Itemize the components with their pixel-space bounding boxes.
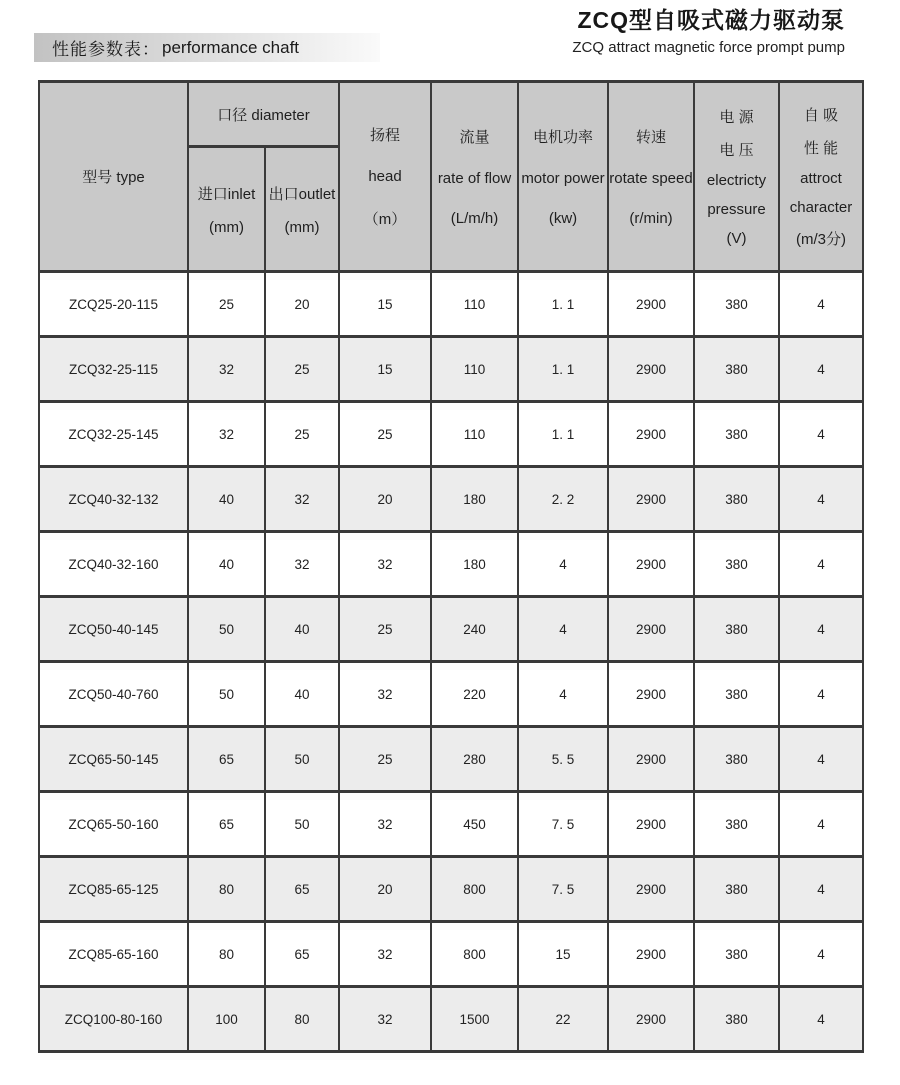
value-cell: 65 (265, 922, 339, 987)
value-cell: 4 (779, 597, 863, 662)
value-cell: 4 (779, 467, 863, 532)
value-cell: 380 (694, 857, 779, 922)
value-cell: 20 (339, 857, 431, 922)
value-cell: 380 (694, 662, 779, 727)
model-cell: ZCQ25-20-115 (39, 272, 188, 337)
value-cell: 2900 (608, 402, 694, 467)
value-cell: 15 (339, 272, 431, 337)
model-cell: ZCQ32-25-115 (39, 337, 188, 402)
header-outlet: 出口outlet (mm) (265, 147, 339, 272)
value-cell: 450 (431, 792, 518, 857)
section-banner (34, 33, 380, 62)
value-cell: 4 (518, 532, 608, 597)
table-row (39, 597, 863, 662)
value-cell: 25 (339, 402, 431, 467)
value-cell: 15 (339, 337, 431, 402)
table-row (39, 792, 863, 857)
value-cell: 4 (779, 402, 863, 467)
table-row (39, 727, 863, 792)
value-cell: 32 (339, 987, 431, 1052)
performance-parameter-table (38, 80, 864, 1053)
value-cell: 2. 2 (518, 467, 608, 532)
value-cell: 32 (339, 662, 431, 727)
table-row (39, 467, 863, 532)
table-header (39, 82, 863, 272)
table-row (39, 337, 863, 402)
header-self-priming: 自 吸 性 能 attroct character (m/3分) (779, 82, 863, 272)
model-cell: ZCQ100-80-160 (39, 987, 188, 1052)
header-rotate-speed: 转速 rotate speed (r/min) (608, 82, 694, 272)
model-cell: ZCQ32-25-145 (39, 402, 188, 467)
page-title-chinese: ZCQ型自吸式磁力驱动泵 (577, 7, 845, 33)
value-cell: 32 (339, 922, 431, 987)
value-cell: 110 (431, 402, 518, 467)
value-cell: 20 (265, 272, 339, 337)
value-cell: 50 (188, 662, 265, 727)
value-cell: 110 (431, 337, 518, 402)
value-cell: 4 (779, 987, 863, 1052)
value-cell: 2900 (608, 922, 694, 987)
section-label-chinese: 性能参数表： (52, 40, 160, 59)
value-cell: 25 (188, 272, 265, 337)
value-cell: 220 (431, 662, 518, 727)
value-cell: 800 (431, 857, 518, 922)
value-cell: 2900 (608, 337, 694, 402)
value-cell: 4 (518, 662, 608, 727)
value-cell: 32 (188, 402, 265, 467)
value-cell: 4 (779, 662, 863, 727)
value-cell: 800 (431, 922, 518, 987)
value-cell: 2900 (608, 467, 694, 532)
value-cell: 32 (265, 532, 339, 597)
value-cell: 32 (339, 532, 431, 597)
value-cell: 7. 5 (518, 792, 608, 857)
value-cell: 32 (265, 467, 339, 532)
header-type: 型号 type (39, 82, 188, 272)
value-cell: 65 (188, 727, 265, 792)
model-cell: ZCQ65-50-160 (39, 792, 188, 857)
value-cell: 380 (694, 987, 779, 1052)
value-cell: 65 (265, 857, 339, 922)
table-row (39, 857, 863, 922)
value-cell: 25 (265, 337, 339, 402)
value-cell: 380 (694, 532, 779, 597)
value-cell: 25 (339, 727, 431, 792)
value-cell: 380 (694, 792, 779, 857)
value-cell: 380 (694, 727, 779, 792)
value-cell: 2900 (608, 597, 694, 662)
value-cell: 4 (779, 792, 863, 857)
value-cell: 2900 (608, 727, 694, 792)
value-cell: 40 (265, 597, 339, 662)
table-body (39, 272, 863, 1052)
header-inlet: 进口inlet (mm) (188, 147, 265, 272)
value-cell: 32 (188, 337, 265, 402)
value-cell: 4 (779, 922, 863, 987)
header-head: 扬程 head （m） (339, 82, 431, 272)
value-cell: 380 (694, 337, 779, 402)
value-cell: 80 (188, 857, 265, 922)
header-flow: 流量 rate of flow (L/m/h) (431, 82, 518, 272)
model-cell: ZCQ50-40-760 (39, 662, 188, 727)
value-cell: 1. 1 (518, 272, 608, 337)
header-voltage: 电 源 电 压 electricty pressure (V) (694, 82, 779, 272)
value-cell: 80 (188, 922, 265, 987)
value-cell: 50 (265, 792, 339, 857)
value-cell: 32 (339, 792, 431, 857)
value-cell: 2900 (608, 532, 694, 597)
table-row (39, 532, 863, 597)
value-cell: 100 (188, 987, 265, 1052)
value-cell: 50 (265, 727, 339, 792)
value-cell: 2900 (608, 272, 694, 337)
value-cell: 1. 1 (518, 337, 608, 402)
table-row (39, 402, 863, 467)
table-row (39, 662, 863, 727)
value-cell: 50 (188, 597, 265, 662)
value-cell: 80 (265, 987, 339, 1052)
model-cell: ZCQ40-32-132 (39, 467, 188, 532)
value-cell: 4 (779, 337, 863, 402)
model-cell: ZCQ40-32-160 (39, 532, 188, 597)
value-cell: 40 (188, 467, 265, 532)
value-cell: 380 (694, 922, 779, 987)
value-cell: 22 (518, 987, 608, 1052)
model-cell: ZCQ65-50-145 (39, 727, 188, 792)
value-cell: 5. 5 (518, 727, 608, 792)
value-cell: 2900 (608, 792, 694, 857)
value-cell: 180 (431, 532, 518, 597)
page-title-block (572, 2, 845, 56)
value-cell: 1. 1 (518, 402, 608, 467)
value-cell: 40 (265, 662, 339, 727)
value-cell: 65 (188, 792, 265, 857)
value-cell: 40 (188, 532, 265, 597)
value-cell: 2900 (608, 662, 694, 727)
value-cell: 25 (265, 402, 339, 467)
value-cell: 4 (779, 727, 863, 792)
value-cell: 380 (694, 597, 779, 662)
value-cell: 25 (339, 597, 431, 662)
value-cell: 2900 (608, 857, 694, 922)
value-cell: 4 (779, 532, 863, 597)
header-diameter-group: 口径 diameter (188, 82, 339, 147)
model-cell: ZCQ50-40-145 (39, 597, 188, 662)
value-cell: 280 (431, 727, 518, 792)
value-cell: 380 (694, 402, 779, 467)
model-cell: ZCQ85-65-160 (39, 922, 188, 987)
table-row (39, 987, 863, 1052)
table-row (39, 272, 863, 337)
value-cell: 4 (779, 857, 863, 922)
value-cell: 180 (431, 467, 518, 532)
value-cell: 240 (431, 597, 518, 662)
header-motor-power: 电机功率 motor power (kw) (518, 82, 608, 272)
value-cell: 380 (694, 272, 779, 337)
model-cell: ZCQ85-65-125 (39, 857, 188, 922)
value-cell: 7. 5 (518, 857, 608, 922)
value-cell: 1500 (431, 987, 518, 1052)
value-cell: 2900 (608, 987, 694, 1052)
value-cell: 20 (339, 467, 431, 532)
value-cell: 4 (779, 272, 863, 337)
value-cell: 110 (431, 272, 518, 337)
table-row (39, 922, 863, 987)
value-cell: 4 (518, 597, 608, 662)
value-cell: 380 (694, 467, 779, 532)
value-cell: 15 (518, 922, 608, 987)
page-title-english: ZCQ attract magnetic force prompt pump (572, 39, 845, 56)
section-label-english: performance chaft (162, 37, 300, 57)
